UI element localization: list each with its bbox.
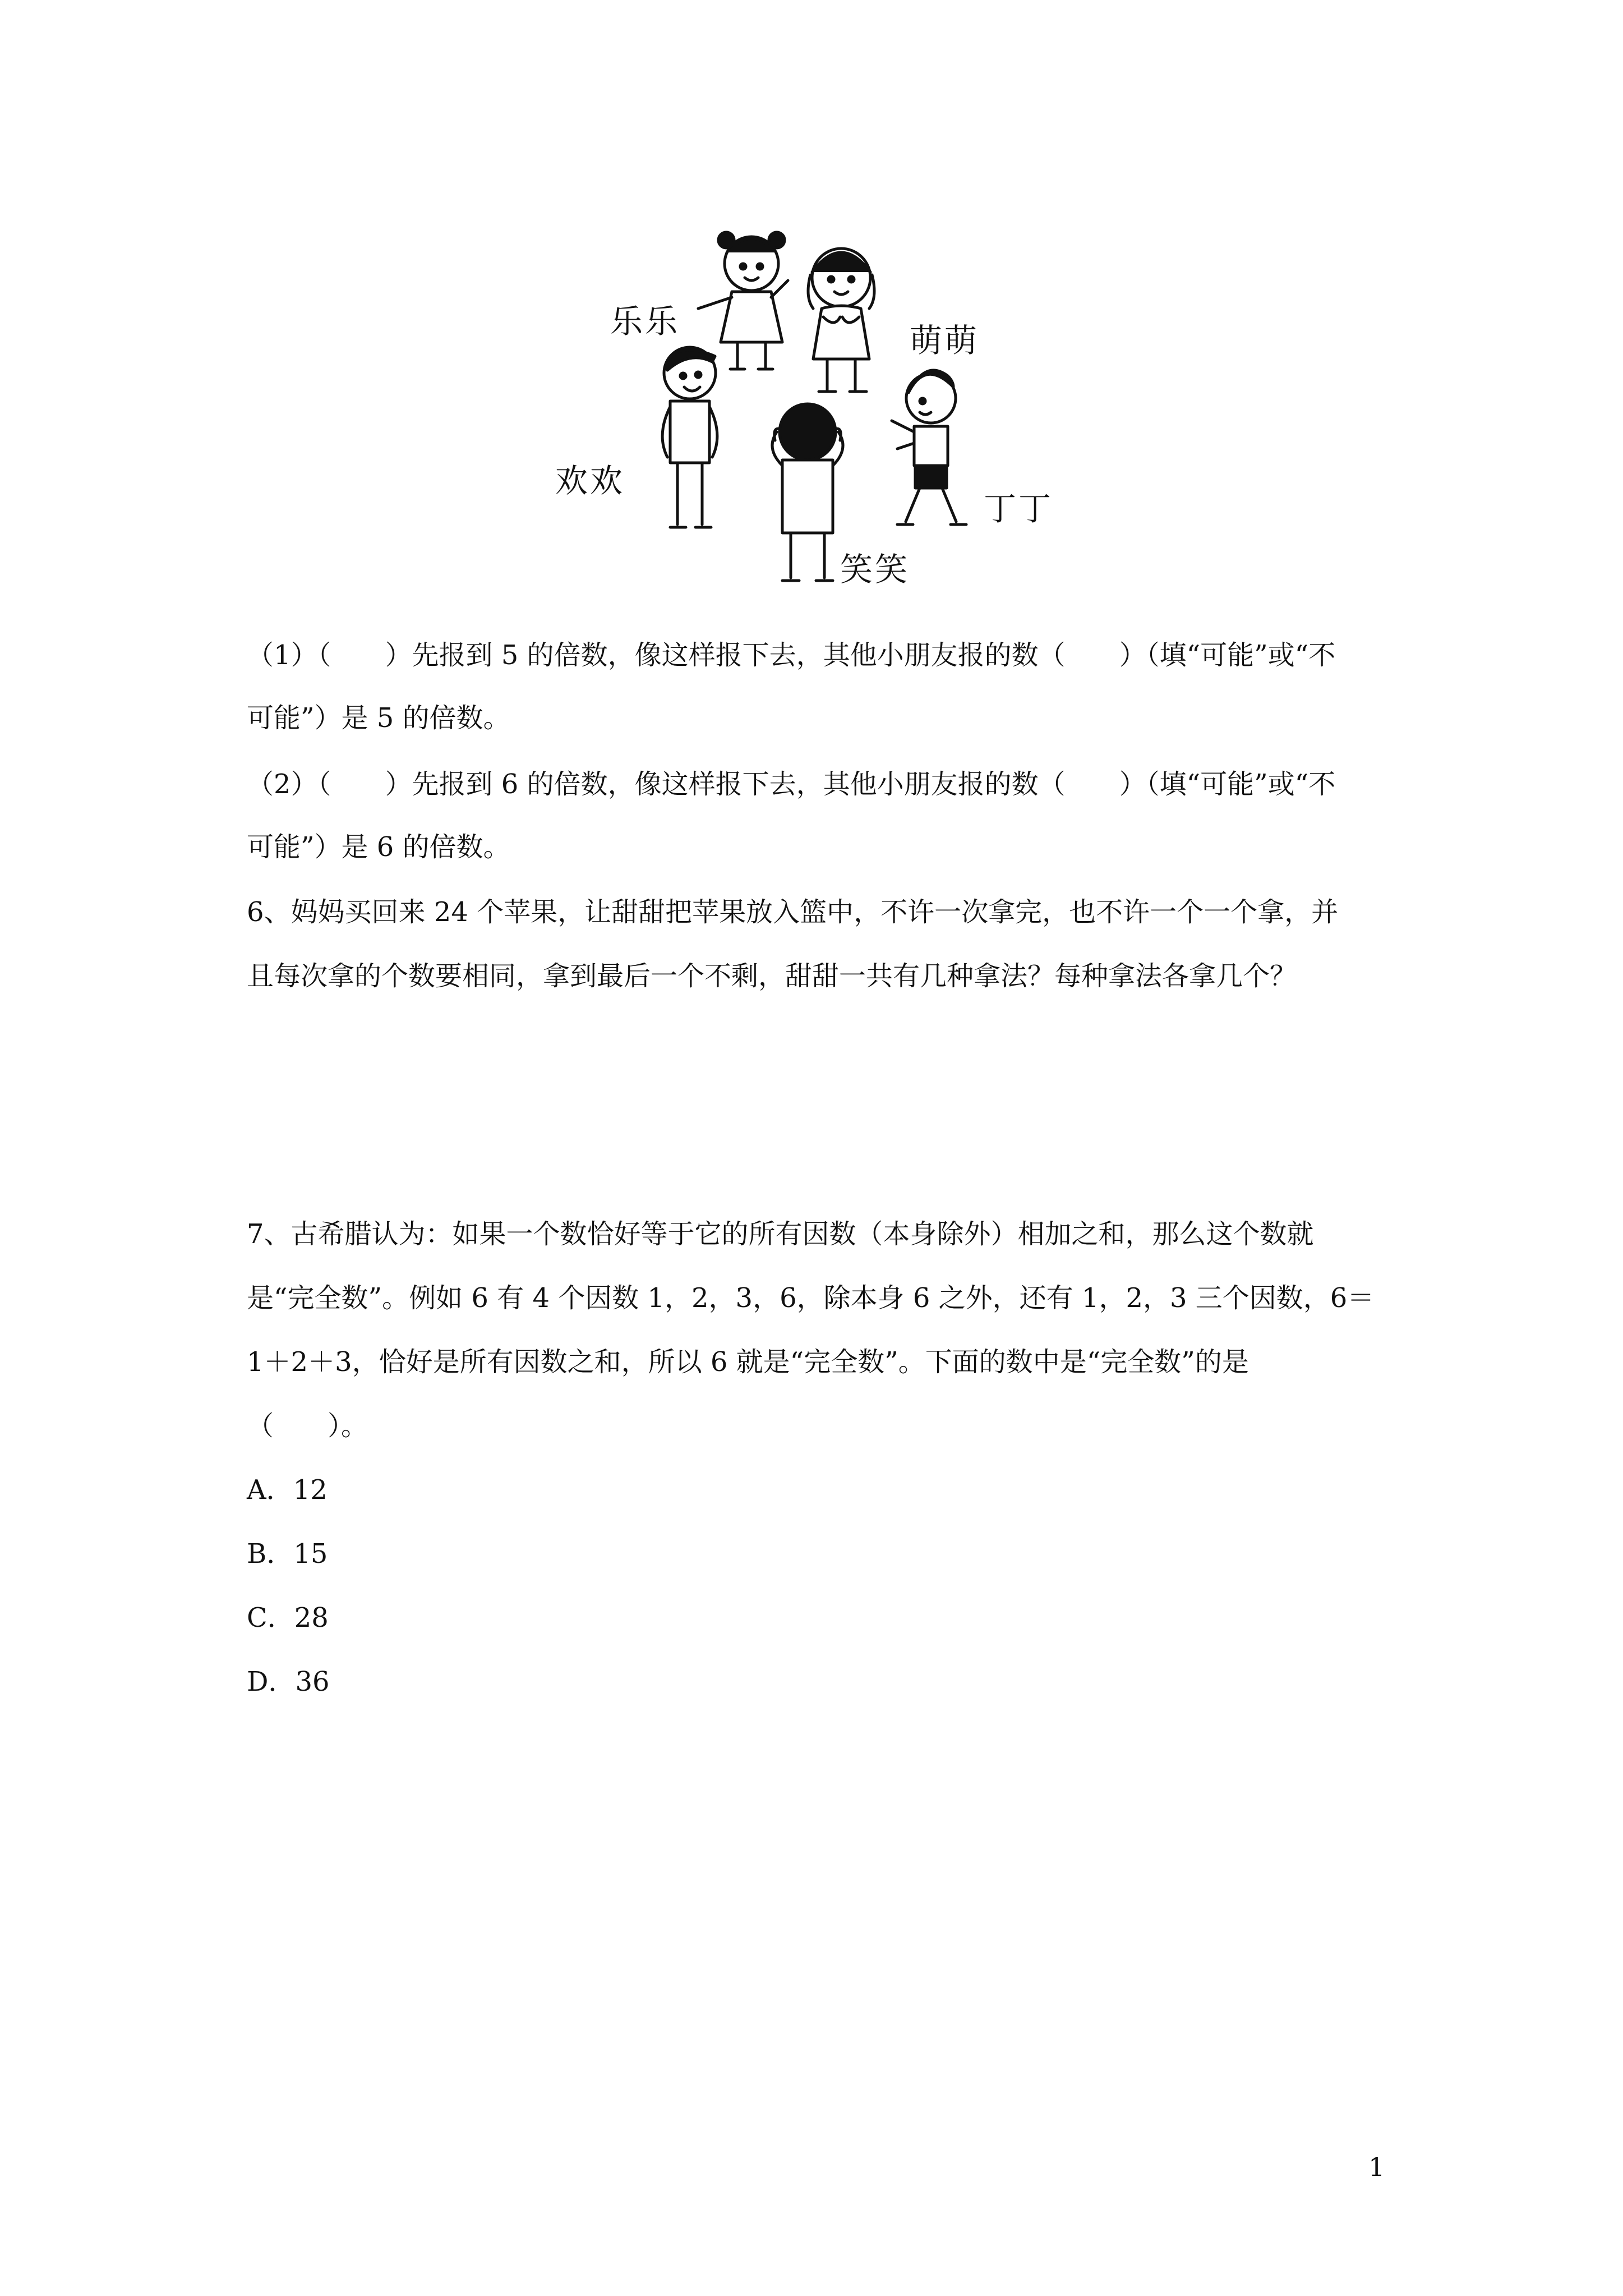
child-name-dingding: 丁丁	[984, 490, 1054, 528]
child-xiaoxiao-figure	[772, 404, 843, 581]
child-name-huanhuan: 欢欢	[555, 462, 625, 500]
q7-line1: 7、古希腊认为：如果一个数恰好等于它的所有因数（本身除外）相加之和，那么这个数就	[247, 1218, 1314, 1250]
q7-line4: （ ）。	[247, 1410, 368, 1442]
child-huanhuan-figure	[662, 347, 717, 527]
q7-option-a: A．12	[247, 1474, 328, 1506]
child-name-mengmeng: 萌萌	[910, 321, 980, 360]
q6-line1: 6、妈妈买回来 24 个苹果，让甜甜把苹果放入篮中，不许一次拿完，也不许一个一个拿，并	[247, 896, 1339, 928]
q5-part1-line1: （1）（ ）先报到 5 的倍数，像这样报下去，其他小朋友报的数（ ）（填“可能”或“不	[247, 639, 1336, 671]
q5-part2-line1: （2）（ ）先报到 6 的倍数，像这样报下去，其他小朋友报的数（ ）（填“可能”或“不	[247, 769, 1336, 800]
q7-line2: 是“完全数”。例如 6 有 4 个因数 1，2，3，6，除本身 6 之外，还有 1，2，3 三个因数，6＝	[247, 1282, 1375, 1314]
q6-line2: 且每次拿的个数要相同，拿到最后一个不剩，甜甜一共有几种拿法？每种拿法各拿几个？	[247, 960, 1297, 992]
children-drawing	[527, 213, 1088, 595]
children-illustration	[527, 213, 1088, 595]
child-lele-figure	[698, 232, 788, 369]
q7-option-b: B．15	[247, 1538, 328, 1570]
child-mengmeng-figure	[808, 249, 874, 392]
q7-line3: 1＋2＋3，恰好是所有因数之和，所以 6 就是“完全数”。下面的数中是“完全数”的是	[247, 1346, 1249, 1378]
page-number: 1	[1368, 2152, 1385, 2182]
q5-part1-line2: 可能”）是 5 的倍数。	[247, 702, 510, 734]
q5-part2-line2: 可能”）是 6 的倍数。	[247, 831, 510, 863]
child-dingding-figure	[892, 370, 966, 524]
q7-option-d: D．36	[247, 1666, 330, 1697]
q7-option-c: C．28	[247, 1602, 329, 1634]
child-name-xiaoxiao: 笑笑	[840, 550, 910, 588]
child-name-lele: 乐乐	[610, 302, 680, 341]
